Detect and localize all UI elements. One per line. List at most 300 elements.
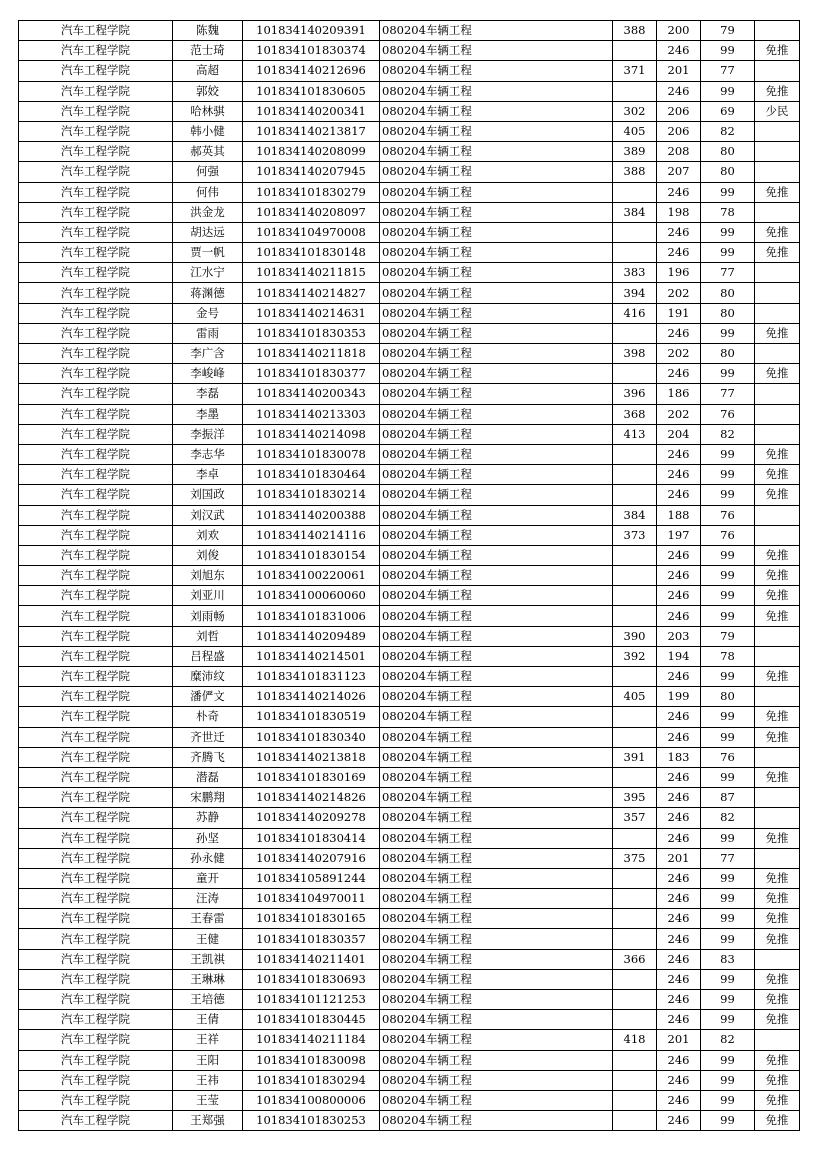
final-score-cell: 80 [701,283,755,303]
remark-cell [755,626,800,646]
major-cell: 080204车辆工程 [380,222,613,242]
final-score-cell: 99 [701,667,755,687]
score-cell [613,606,657,626]
name-cell: 朴奇 [173,707,243,727]
score-cell: 388 [613,162,657,182]
score-cell: 391 [613,747,657,767]
table-row [19,969,800,989]
final-score-cell: 99 [701,1070,755,1090]
score-cell: 366 [613,949,657,969]
rank-cell: 246 [657,990,701,1010]
name-cell: 李广含 [173,344,243,364]
final-score-cell: 99 [701,889,755,909]
remark-cell [755,788,800,808]
major-cell: 080204车辆工程 [380,848,613,868]
college-cell: 汽车工程学院 [19,889,173,909]
remark-cell [755,808,800,828]
name-cell: 王莹 [173,1090,243,1110]
candidate-id-cell: 101834100800006 [243,1090,380,1110]
major-cell: 080204车辆工程 [380,667,613,687]
candidate-id-cell: 101834101830214 [243,485,380,505]
major-cell: 080204车辆工程 [380,283,613,303]
table-row [19,465,800,485]
final-score-cell: 99 [701,444,755,464]
major-cell: 080204车辆工程 [380,545,613,565]
score-cell: 418 [613,1030,657,1050]
college-cell: 汽车工程学院 [19,384,173,404]
rank-cell: 246 [657,929,701,949]
major-cell: 080204车辆工程 [380,424,613,444]
major-cell: 080204车辆工程 [380,21,613,41]
final-score-cell: 99 [701,485,755,505]
score-cell: 373 [613,525,657,545]
rank-cell: 201 [657,848,701,868]
rank-cell: 246 [657,1090,701,1110]
major-cell: 080204车辆工程 [380,566,613,586]
remark-cell: 免推 [755,545,800,565]
college-cell: 汽车工程学院 [19,364,173,384]
score-cell [613,909,657,929]
college-cell: 汽车工程学院 [19,767,173,787]
remark-cell: 免推 [755,667,800,687]
rank-cell: 246 [657,606,701,626]
remark-cell [755,21,800,41]
remark-cell: 免推 [755,1010,800,1030]
score-cell [613,889,657,909]
candidate-id-cell: 101834140200341 [243,101,380,121]
name-cell: 刘俊 [173,545,243,565]
rank-cell: 201 [657,1030,701,1050]
college-cell: 汽车工程学院 [19,545,173,565]
college-cell: 汽车工程学院 [19,263,173,283]
final-score-cell: 99 [701,868,755,888]
major-cell: 080204车辆工程 [380,707,613,727]
final-score-cell: 99 [701,767,755,787]
rank-cell: 201 [657,61,701,81]
rank-cell: 200 [657,21,701,41]
rank-cell: 246 [657,222,701,242]
score-cell: 371 [613,61,657,81]
name-cell: 李振洋 [173,424,243,444]
college-cell: 汽车工程学院 [19,81,173,101]
table-row [19,243,800,263]
remark-cell [755,848,800,868]
rank-cell: 246 [657,444,701,464]
major-cell: 080204车辆工程 [380,444,613,464]
rank-cell: 246 [657,727,701,747]
rank-cell: 206 [657,101,701,121]
candidate-id-cell: 101834101830165 [243,909,380,929]
final-score-cell: 99 [701,1111,755,1131]
major-cell: 080204车辆工程 [380,182,613,202]
remark-cell [755,505,800,525]
remark-cell: 免推 [755,81,800,101]
remark-cell: 免推 [755,990,800,1010]
name-cell: 糜沛纹 [173,667,243,687]
college-cell: 汽车工程学院 [19,828,173,848]
final-score-cell: 77 [701,61,755,81]
table-row [19,424,800,444]
remark-cell: 少民 [755,101,800,121]
score-cell: 389 [613,142,657,162]
score-cell [613,1050,657,1070]
score-cell [613,1070,657,1090]
rank-cell: 246 [657,828,701,848]
major-cell: 080204车辆工程 [380,929,613,949]
remark-cell: 免推 [755,868,800,888]
final-score-cell: 99 [701,566,755,586]
final-score-cell: 99 [701,243,755,263]
rank-cell: 246 [657,889,701,909]
major-cell: 080204车辆工程 [380,525,613,545]
table-row [19,848,800,868]
name-cell: 王阳 [173,1050,243,1070]
table-row [19,889,800,909]
major-cell: 080204车辆工程 [380,1050,613,1070]
final-score-cell: 87 [701,788,755,808]
college-cell: 汽车工程学院 [19,323,173,343]
name-cell: 刘雨畅 [173,606,243,626]
college-cell: 汽车工程学院 [19,808,173,828]
major-cell: 080204车辆工程 [380,404,613,424]
score-cell [613,485,657,505]
score-cell [613,969,657,989]
college-cell: 汽车工程学院 [19,444,173,464]
score-cell: 375 [613,848,657,868]
remark-cell: 免推 [755,969,800,989]
table-row [19,667,800,687]
final-score-cell: 78 [701,202,755,222]
remark-cell [755,949,800,969]
candidate-id-cell: 101834140208097 [243,202,380,222]
final-score-cell: 99 [701,364,755,384]
college-cell: 汽车工程学院 [19,949,173,969]
college-cell: 汽车工程学院 [19,747,173,767]
name-cell: 胡达远 [173,222,243,242]
name-cell: 潘俨文 [173,687,243,707]
name-cell: 宋鹏翔 [173,788,243,808]
remark-cell: 免推 [755,1070,800,1090]
score-cell [613,1090,657,1110]
major-cell: 080204车辆工程 [380,162,613,182]
name-cell: 刘汉武 [173,505,243,525]
final-score-cell: 83 [701,949,755,969]
final-score-cell: 99 [701,222,755,242]
candidate-id-cell: 101834140213303 [243,404,380,424]
table-row [19,404,800,424]
score-cell [613,707,657,727]
table-row [19,202,800,222]
table-row [19,384,800,404]
name-cell: 王祎 [173,1070,243,1090]
score-cell [613,41,657,61]
table-row [19,162,800,182]
candidate-id-cell: 101834101830169 [243,767,380,787]
major-cell: 080204车辆工程 [380,384,613,404]
remark-cell: 免推 [755,707,800,727]
rank-cell: 246 [657,243,701,263]
candidate-id-cell: 101834100220061 [243,566,380,586]
table-row [19,1111,800,1131]
major-cell: 080204车辆工程 [380,1010,613,1030]
candidate-id-cell: 101834140214826 [243,788,380,808]
final-score-cell: 99 [701,323,755,343]
name-cell: 何强 [173,162,243,182]
final-score-cell: 99 [701,81,755,101]
name-cell: 金号 [173,303,243,323]
rank-cell: 246 [657,81,701,101]
remark-cell [755,162,800,182]
major-cell: 080204车辆工程 [380,505,613,525]
rank-cell: 202 [657,404,701,424]
college-cell: 汽车工程学院 [19,424,173,444]
score-cell [613,868,657,888]
college-cell: 汽车工程学院 [19,707,173,727]
name-cell: 何伟 [173,182,243,202]
rank-cell: 246 [657,969,701,989]
final-score-cell: 99 [701,1090,755,1110]
major-cell: 080204车辆工程 [380,1111,613,1131]
remark-cell: 免推 [755,243,800,263]
rank-cell: 191 [657,303,701,323]
candidate-id-cell: 101834140211815 [243,263,380,283]
name-cell: 苏静 [173,808,243,828]
candidate-id-cell: 101834101830605 [243,81,380,101]
score-cell: 384 [613,505,657,525]
score-cell: 384 [613,202,657,222]
final-score-cell: 99 [701,727,755,747]
major-cell: 080204车辆工程 [380,465,613,485]
remark-cell [755,283,800,303]
score-cell: 392 [613,646,657,666]
score-cell [613,545,657,565]
rank-cell: 202 [657,283,701,303]
college-cell: 汽车工程学院 [19,283,173,303]
table-row [19,646,800,666]
college-cell: 汽车工程学院 [19,465,173,485]
remark-cell: 免推 [755,1090,800,1110]
final-score-cell: 76 [701,747,755,767]
score-cell [613,727,657,747]
table-row [19,808,800,828]
candidate-id-cell: 101834101121253 [243,990,380,1010]
college-cell: 汽车工程学院 [19,606,173,626]
final-score-cell: 80 [701,162,755,182]
table-body [19,21,800,1131]
score-cell [613,81,657,101]
candidate-id-cell: 101834104970011 [243,889,380,909]
table-row [19,182,800,202]
remark-cell [755,202,800,222]
college-cell: 汽车工程学院 [19,646,173,666]
college-cell: 汽车工程学院 [19,162,173,182]
rank-cell: 246 [657,868,701,888]
name-cell: 李墨 [173,404,243,424]
final-score-cell: 99 [701,606,755,626]
score-cell: 405 [613,687,657,707]
rank-cell: 246 [657,566,701,586]
final-score-cell: 99 [701,828,755,848]
college-cell: 汽车工程学院 [19,626,173,646]
rank-cell: 246 [657,182,701,202]
candidate-id-cell: 101834101830340 [243,727,380,747]
major-cell: 080204车辆工程 [380,485,613,505]
table-row [19,1050,800,1070]
rank-cell: 208 [657,142,701,162]
score-cell [613,1010,657,1030]
major-cell: 080204车辆工程 [380,909,613,929]
name-cell: 王春雷 [173,909,243,929]
rank-cell: 198 [657,202,701,222]
table-row [19,303,800,323]
table-row [19,121,800,141]
candidate-id-cell: 101834101830519 [243,707,380,727]
score-cell [613,323,657,343]
college-cell: 汽车工程学院 [19,868,173,888]
candidate-id-cell: 101834140214026 [243,687,380,707]
name-cell: 刘欢 [173,525,243,545]
remark-cell [755,142,800,162]
rank-cell: 206 [657,121,701,141]
remark-cell [755,384,800,404]
college-cell: 汽车工程学院 [19,969,173,989]
table-row [19,222,800,242]
rank-cell: 204 [657,424,701,444]
rank-cell: 207 [657,162,701,182]
name-cell: 刘哲 [173,626,243,646]
score-cell: 302 [613,101,657,121]
name-cell: 王郑强 [173,1111,243,1131]
rank-cell: 246 [657,545,701,565]
rank-cell: 183 [657,747,701,767]
score-cell [613,444,657,464]
table-row [19,61,800,81]
name-cell: 江水宁 [173,263,243,283]
name-cell: 孙永健 [173,848,243,868]
final-score-cell: 80 [701,687,755,707]
final-score-cell: 77 [701,263,755,283]
score-cell: 413 [613,424,657,444]
candidate-id-cell: 101834140214501 [243,646,380,666]
candidate-id-cell: 101834140213818 [243,747,380,767]
remark-cell: 免推 [755,465,800,485]
candidate-id-cell: 101834105891244 [243,868,380,888]
final-score-cell: 82 [701,808,755,828]
score-cell: 416 [613,303,657,323]
rank-cell: 186 [657,384,701,404]
candidate-id-cell: 101834140214098 [243,424,380,444]
final-score-cell: 99 [701,707,755,727]
rank-cell: 203 [657,626,701,646]
major-cell: 080204车辆工程 [380,969,613,989]
remark-cell: 免推 [755,323,800,343]
score-cell [613,767,657,787]
major-cell: 080204车辆工程 [380,263,613,283]
remark-cell [755,687,800,707]
table-row [19,727,800,747]
major-cell: 080204车辆工程 [380,1070,613,1090]
major-cell: 080204车辆工程 [380,121,613,141]
rank-cell: 246 [657,949,701,969]
score-cell [613,222,657,242]
score-cell [613,667,657,687]
major-cell: 080204车辆工程 [380,41,613,61]
rank-cell: 246 [657,465,701,485]
name-cell: 王琳琳 [173,969,243,989]
table-row [19,323,800,343]
final-score-cell: 76 [701,505,755,525]
candidate-id-cell: 101834140208099 [243,142,380,162]
college-cell: 汽车工程学院 [19,142,173,162]
candidate-id-cell: 101834101830693 [243,969,380,989]
name-cell: 王培德 [173,990,243,1010]
score-cell [613,182,657,202]
rank-cell: 246 [657,808,701,828]
college-cell: 汽车工程学院 [19,41,173,61]
final-score-cell: 99 [701,909,755,929]
remark-cell [755,121,800,141]
major-cell: 080204车辆工程 [380,81,613,101]
name-cell: 贾一帆 [173,243,243,263]
final-score-cell: 77 [701,384,755,404]
remark-cell [755,263,800,283]
rank-cell: 246 [657,1111,701,1131]
rank-cell: 246 [657,1010,701,1030]
final-score-cell: 76 [701,404,755,424]
rank-cell: 246 [657,586,701,606]
table-row [19,1010,800,1030]
table-row [19,687,800,707]
remark-cell [755,424,800,444]
final-score-cell: 99 [701,969,755,989]
name-cell: 洪金龙 [173,202,243,222]
rank-cell: 202 [657,344,701,364]
candidate-id-cell: 101834140209278 [243,808,380,828]
name-cell: 李峻峰 [173,364,243,384]
candidate-id-cell: 101834140214116 [243,525,380,545]
major-cell: 080204车辆工程 [380,243,613,263]
rank-cell: 199 [657,687,701,707]
major-cell: 080204车辆工程 [380,142,613,162]
college-cell: 汽车工程学院 [19,667,173,687]
rank-cell: 246 [657,1050,701,1070]
remark-cell: 免推 [755,828,800,848]
candidate-id-cell: 101834140211401 [243,949,380,969]
remark-cell [755,404,800,424]
name-cell: 童开 [173,868,243,888]
remark-cell: 免推 [755,566,800,586]
candidate-id-cell: 101834101830445 [243,1010,380,1030]
table-row [19,767,800,787]
major-cell: 080204车辆工程 [380,626,613,646]
table-row [19,505,800,525]
major-cell: 080204车辆工程 [380,586,613,606]
remark-cell [755,1030,800,1050]
major-cell: 080204车辆工程 [380,606,613,626]
name-cell: 王倩 [173,1010,243,1030]
score-cell: 396 [613,384,657,404]
college-cell: 汽车工程学院 [19,303,173,323]
table-row [19,606,800,626]
final-score-cell: 80 [701,142,755,162]
major-cell: 080204车辆工程 [380,1030,613,1050]
candidate-id-cell: 101834104970008 [243,222,380,242]
candidate-id-cell: 101834101831123 [243,667,380,687]
major-cell: 080204车辆工程 [380,868,613,888]
table-row [19,1030,800,1050]
table-row [19,909,800,929]
score-cell [613,243,657,263]
